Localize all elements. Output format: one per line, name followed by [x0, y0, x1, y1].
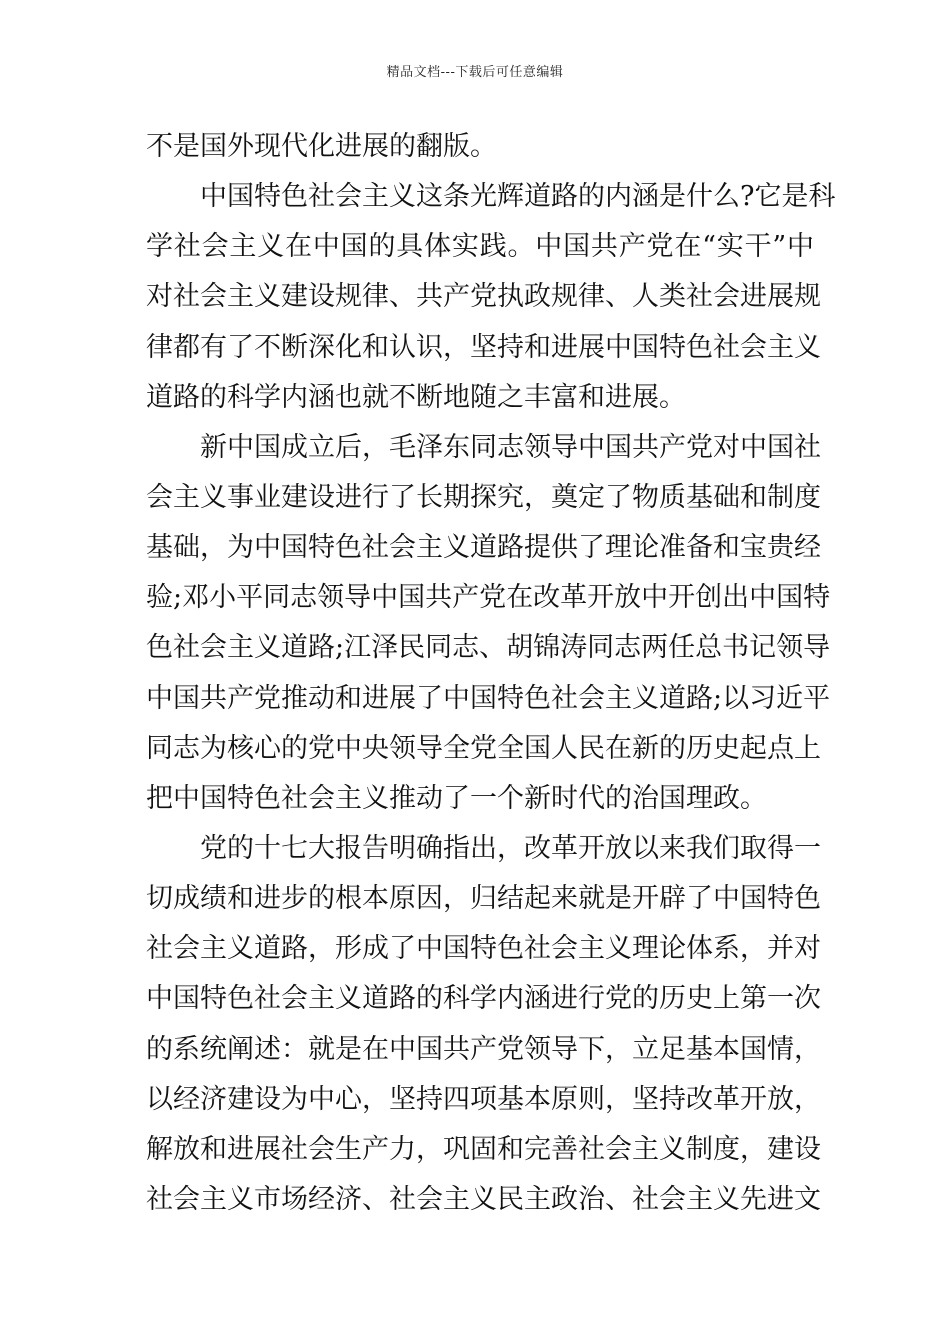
text-line: 切成绩和进步的根本原因，归结起来就是开辟了中国特色 — [146, 883, 821, 915]
text-line: 同志为核心的党中央领导全党全国人民在新的历史起点上 — [146, 732, 821, 764]
text-line: 学社会主义在中国的具体实践。中国共产党在“实干”中 — [146, 231, 814, 263]
text-line: 中国特色社会主义这条光辉道路的内涵是什么?它是科 — [200, 181, 836, 213]
text-line: 解放和进展社会生产力，巩固和完善社会主义制度，建设 — [146, 1133, 821, 1165]
text-line: 会主义事业建设进行了长期探究，奠定了物质基础和制度 — [146, 481, 821, 513]
text-line: 党的十七大报告明确指出，改革开放以来我们取得一 — [200, 832, 821, 864]
text-line: 新中国成立后，毛泽东同志领导中国共产党对中国社 — [200, 431, 821, 463]
text-line: 社会主义道路，形成了中国特色社会主义理论体系，并对 — [146, 933, 821, 965]
text-line: 不是国外现代化进展的翻版。 — [146, 131, 497, 162]
text-line: 把中国特色社会主义推动了一个新时代的治国理政。 — [146, 782, 767, 814]
text-line: 律都有了不断深化和认识，坚持和进展中国特色社会主义 — [146, 331, 821, 363]
text-line: 的系统阐述：就是在中国共产党领导下，立足基本国情， — [146, 1033, 821, 1065]
text-line: 社会主义市场经济、社会主义民主政治、社会主义先进文 — [146, 1183, 821, 1215]
text-line: 色社会主义道路;江泽民同志、胡锦涛同志两任总书记领导 — [146, 632, 831, 664]
document-body — [146, 122, 836, 1225]
text-line: 对社会主义建设规律、共产党执政规律、人类社会进展规 — [146, 281, 821, 313]
text-line: 验;邓小平同志领导中国共产党在改革开放中开创出中国特 — [146, 582, 831, 614]
text-line: 中国特色社会主义道路的科学内涵进行党的历史上第一次 — [146, 983, 821, 1015]
text-line: 以经济建设为中心，坚持四项基本原则，坚持改革开放， — [146, 1083, 821, 1115]
text-line: 道路的科学内涵也就不断地随之丰富和进展。 — [146, 381, 686, 413]
text-line: 基础，为中国特色社会主义道路提供了理论准备和宝贵经 — [146, 532, 821, 564]
text-line: 中国共产党推动和进展了中国特色社会主义道路;以习近平 — [146, 682, 831, 714]
page-header: 精品文档---下载后可任意编辑 — [386, 65, 564, 80]
